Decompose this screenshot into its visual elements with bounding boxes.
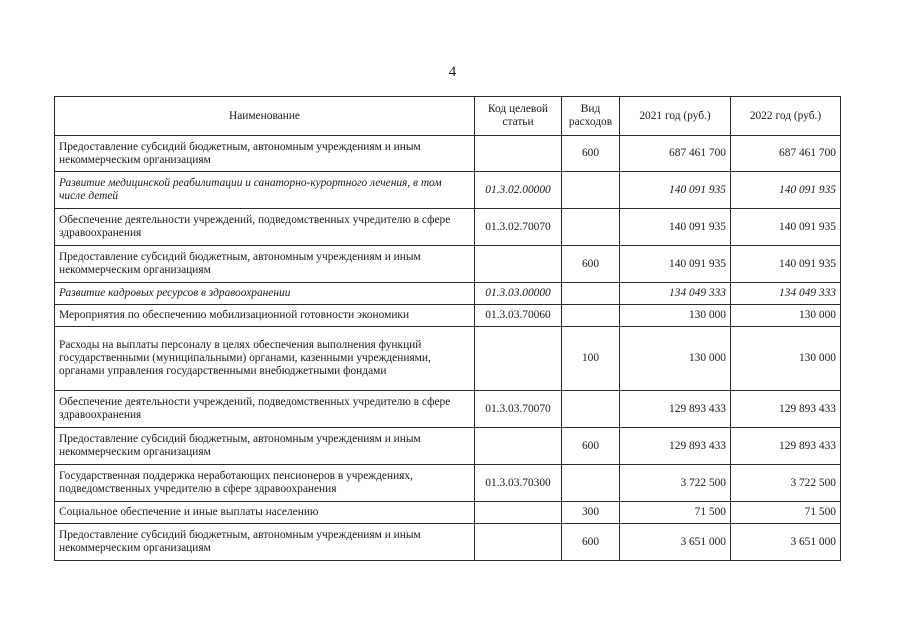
- cell-name: Предоставление субсидий бюджетным, автономным учреждениям и иным некоммерческим организациям: [55, 428, 475, 465]
- cell-vid: [562, 172, 620, 209]
- header-vid: Вид расходов: [562, 97, 620, 136]
- cell-vid: 600: [562, 428, 620, 465]
- cell-code: 01.3.03.00000: [475, 283, 562, 305]
- table-row: [55, 428, 841, 465]
- header-code: Код целевой статьи: [475, 97, 562, 136]
- table-row: [55, 524, 841, 561]
- header-2021: 2021 год (руб.): [620, 97, 731, 136]
- cell-code: 01.3.02.00000: [475, 172, 562, 209]
- cell-2021: 130 000: [620, 327, 731, 391]
- cell-2022: 134 049 333: [731, 283, 841, 305]
- table-row: [55, 246, 841, 283]
- cell-name: Расходы на выплаты персоналу в целях обеспечения выполнения функций государственными (муниципальными) органами, казенными учреждениями, органами управления государственными внебюджетными фондами: [55, 327, 475, 391]
- cell-code: [475, 327, 562, 391]
- cell-2021: 140 091 935: [620, 246, 731, 283]
- cell-2022: 140 091 935: [731, 172, 841, 209]
- cell-name: Обеспечение деятельности учреждений, подведомственных учредителю в сфере здравоохранения: [55, 209, 475, 246]
- cell-code: 01.3.03.70300: [475, 465, 562, 502]
- page-number: 4: [448, 64, 457, 80]
- cell-code: [475, 246, 562, 283]
- cell-2021: 140 091 935: [620, 209, 731, 246]
- cell-2022: 130 000: [731, 305, 841, 327]
- cell-vid: [562, 465, 620, 502]
- cell-name: Развитие кадровых ресурсов в здравоохранении: [55, 283, 475, 305]
- table-row: [55, 502, 841, 524]
- cell-code: 01.3.03.70060: [475, 305, 562, 327]
- cell-2022: 129 893 433: [731, 428, 841, 465]
- cell-vid: 600: [562, 136, 620, 172]
- cell-name: Государственная поддержка неработающих пенсионеров в учреждениях, подведомственных учредителю в сфере здравоохранения: [55, 465, 475, 502]
- cell-2021: 3 651 000: [620, 524, 731, 561]
- table-row: [55, 172, 841, 209]
- cell-vid: 600: [562, 524, 620, 561]
- cell-2021: 140 091 935: [620, 172, 731, 209]
- cell-vid: 100: [562, 327, 620, 391]
- cell-code: [475, 524, 562, 561]
- cell-code: [475, 502, 562, 524]
- budget-table: [54, 96, 841, 561]
- cell-code: [475, 136, 562, 172]
- cell-name: Развитие медицинской реабилитации и санаторно-курортного лечения, в том числе детей: [55, 172, 475, 209]
- cell-code: 01.3.02.70070: [475, 209, 562, 246]
- cell-vid: 600: [562, 246, 620, 283]
- table-row: [55, 283, 841, 305]
- cell-vid: [562, 305, 620, 327]
- header-name: Наименование: [55, 97, 475, 136]
- cell-2021: 130 000: [620, 305, 731, 327]
- cell-2022: 130 000: [731, 327, 841, 391]
- cell-name: Предоставление субсидий бюджетным, автономным учреждениям и иным некоммерческим организациям: [55, 246, 475, 283]
- header-2022: 2022 год (руб.): [731, 97, 841, 136]
- table-row: [55, 136, 841, 172]
- table-row: [55, 209, 841, 246]
- cell-vid: [562, 209, 620, 246]
- cell-2022: 129 893 433: [731, 391, 841, 428]
- cell-name: Предоставление субсидий бюджетным, автономным учреждениям и иным некоммерческим организациям: [55, 136, 475, 172]
- cell-vid: [562, 391, 620, 428]
- cell-2021: 71 500: [620, 502, 731, 524]
- cell-name: Мероприятия по обеспечению мобилизационной готовности экономики: [55, 305, 475, 327]
- cell-vid: 300: [562, 502, 620, 524]
- cell-code: 01.3.03.70070: [475, 391, 562, 428]
- table-row: [55, 391, 841, 428]
- cell-2021: 3 722 500: [620, 465, 731, 502]
- cell-vid: [562, 283, 620, 305]
- cell-name: Социальное обеспечение и иные выплаты населению: [55, 502, 475, 524]
- cell-2022: 3 651 000: [731, 524, 841, 561]
- cell-2022: 3 722 500: [731, 465, 841, 502]
- cell-code: [475, 428, 562, 465]
- cell-2022: 140 091 935: [731, 246, 841, 283]
- table-row: [55, 305, 841, 327]
- cell-2021: 129 893 433: [620, 428, 731, 465]
- table-row: [55, 465, 841, 502]
- cell-name: Предоставление субсидий бюджетным, автономным учреждениям и иным некоммерческим организациям: [55, 524, 475, 561]
- cell-name: Обеспечение деятельности учреждений, подведомственных учредителю в сфере здравоохранения: [55, 391, 475, 428]
- cell-2021: 129 893 433: [620, 391, 731, 428]
- cell-2022: 140 091 935: [731, 209, 841, 246]
- cell-2021: 687 461 700: [620, 136, 731, 172]
- table-header-row: [55, 97, 841, 136]
- table-row: [55, 327, 841, 391]
- cell-2022: 71 500: [731, 502, 841, 524]
- cell-2022: 687 461 700: [731, 136, 841, 172]
- cell-2021: 134 049 333: [620, 283, 731, 305]
